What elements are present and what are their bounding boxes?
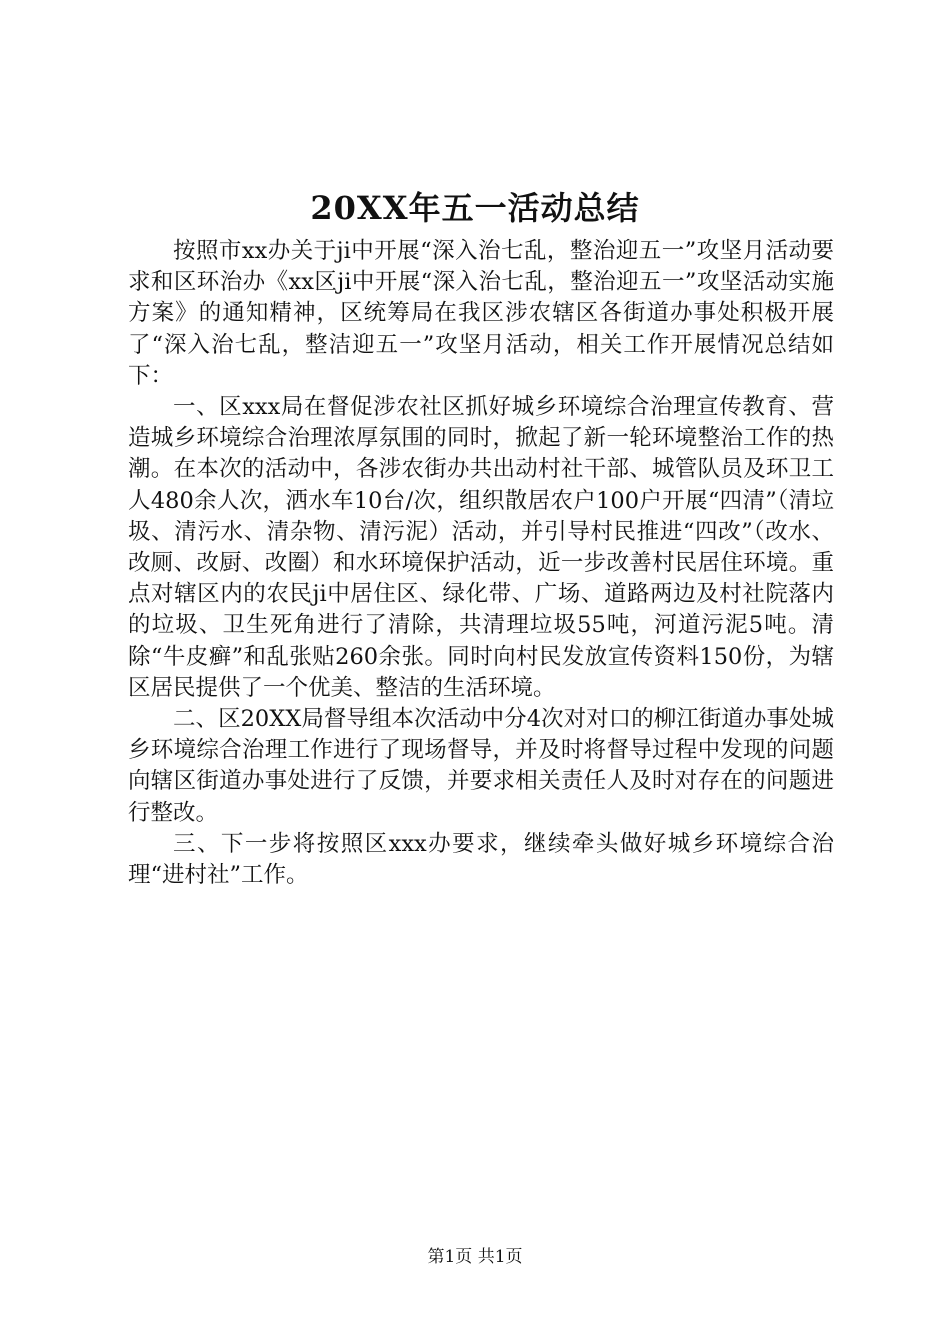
document-title: 20XX年五一活动总结 xyxy=(310,189,640,227)
document-body xyxy=(128,236,834,891)
paragraph-section-3: 三、下一步将按照区xxx办要求，继续牵头做好城乡环境综合治理“进村社”工作。 xyxy=(128,830,834,889)
paragraph-intro: 按照市xx办关于ji中开展“深入治七乱，整治迎五一”攻坚月活动要求和区环治办《xx区ji中开展“深入治七乱，整治迎五一”攻坚活动实施方案》的通知精神，区统筹局在我区涉农辖区各街道办事处积极开展了“深入治七乱，整洁迎五一”攻坚月活动，相关工作开展情况总结如下： xyxy=(128,238,834,389)
page-footer: 第1页 共1页 xyxy=(427,1247,523,1267)
paragraph-section-1: 一、区xxx局在督促涉农社区抓好城乡环境综合治理宣传教育、营造城乡环境综合治理浓厚氛围的同时，掀起了新一轮环境整治工作的热潮。在本次的活动中，各涉农街办共出动村社干部、城管队员及环卫工人480余人次，洒水车10台/次，组织散居农户100户开展“四清”（清垃圾、清污水、清杂物、清污泥）活动，并引导村民推进“四改”（改水、改厕、改厨、改圈）和水环境保护活动，近一步改善村民居住环境。重点对辖区内的农民ji中居住区、绿化带、广场、道路两边及村社院落内的垃圾、卫生死角进行了清除，共清理垃圾55吨，河道污泥5吨。清除“牛皮癣”和乱张贴260余张。同时向村民发放宣传资料150份，为辖区居民提供了一个优美、整洁的生活环境。 xyxy=(128,394,834,701)
paragraph-section-2: 二、区20XX局督导组本次活动中分4次对对口的柳江街道办事处城乡环境综合治理工作进行了现场督导，并及时将督导过程中发现的问题向辖区街道办事处进行了反馈，并要求相关责任人及时对存在的问题进行整改。 xyxy=(128,706,834,826)
